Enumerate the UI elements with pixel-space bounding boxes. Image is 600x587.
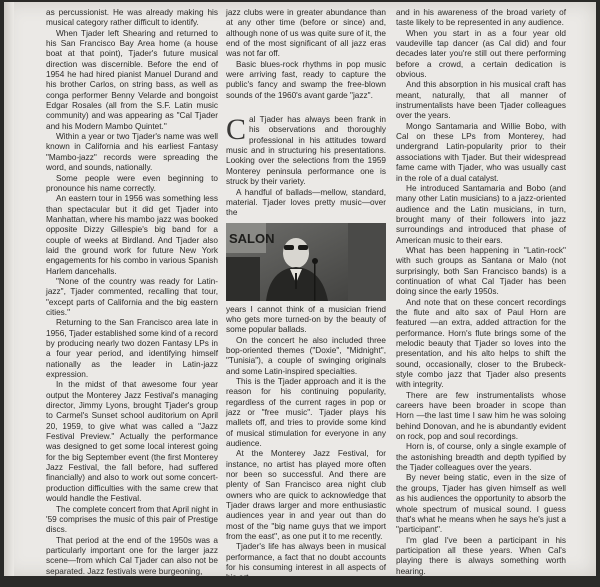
club-sign-text: SALON	[229, 230, 275, 246]
paragraph: "None of the country was ready for Latin-jazz", Tjader commented, recalling that tour, "except parts of California and the big eastern cities."	[46, 276, 218, 317]
paragraph: This is the Tjader approach and it is the reason for his continuing popularity, regardless of the current rages in pop or jazz or "free music". Tjader plays his mallets off, and tries to provide some kind of musical stimulation for everyone in any audience.	[226, 376, 386, 448]
paragraph: Basic blues-rock rhythms in pop music were arriving fast, ready to capture the public's fancy and swamp the free-blown sounds of the 1960's avant garde "jazz".	[226, 59, 386, 100]
paragraph: And this absorption in his musical craft has meant, naturally, that all manner of instrumentalists have been Tjader colleagues over the years.	[396, 80, 566, 121]
paragraph: Returning to the San Francisco area late in 1956, Tjader established some kind of a record by producing nearly two dozen Fantasy LPs in a four year period, and identifying himself nationally as the leader in Latin-jazz expression.	[46, 318, 218, 380]
paragraph: What has been happening in "Latin-rock" with such groups as Santana or Malo (not surprisingly, both San Francisco bands) is a continuation of what Cal Tjader has been doing since the early 1950s.	[396, 245, 566, 297]
paragraph: jazz clubs were in greater abundance than at any other time (before or since) and, although none of us was quite sure of it, the end of the most significant of all jazz eras was not far off.	[226, 8, 386, 59]
paragraph: The complete concert from that April night in '59 comprises the music of this pair of Prestige discs.	[46, 504, 218, 535]
paragraph: By never being static, even in the size of the groups, Tjader has given himself as well as his audiences the opportunity to absorb the whole spectrum of musical sound. I guess that's what he means when he says he's just a "participant".	[396, 473, 566, 535]
paragraph: Within a year or two Tjader's name was well known in California and his earliest Fantasy "Mambo-jazz" records were spreading the word, and sounds, nationally.	[46, 132, 218, 173]
paragraph: That period at the end of the 1950s was a particularly important one for the larger jazz scene—from which Cal Tjader can also not be separated. Jazz festivals were burgeoning,	[46, 535, 218, 576]
paragraph: When you start in as a four year old vaudeville tap dancer (as Cal did) and four decades later you're still out there performing before a crowd, a certain dedication is obvious.	[396, 28, 566, 80]
paragraph: At the Monterey Jazz Festival, for instance, no artist has played more often nor been so successful. And there are plenty of San Francisco area night club owners who are quick to acknowledge that Tjader draws larger and more enthusiastic audiences year in and year out than do most of the "big name guys that we import from the east", as one put it to me recently.	[226, 449, 386, 542]
photo-illustration	[226, 223, 386, 301]
paragraph: When Tjader left Shearing and returned to his San Francisco Bay Area home (a house boat at that point), Tjader's future musical direction was discernible. Before the end of 1954 he had hired pianist Manuel Durand and his brother Carlos, on string bass, as well as conga performer Benny Velarde and bongoist Edgar Rosales (all from the S.F. Latin music community) and was appearing as "Cal Tjader and his Modern Mambo Quintet."	[46, 28, 218, 131]
cal-tjader-photo	[226, 223, 386, 301]
page-spine-shadow	[4, 2, 14, 576]
paragraph: I'm glad I've been a participant in his participation all these years. When Cal's playing there is always something worth hearing.	[396, 535, 566, 576]
paragraph: as percussionist. He was already making his musical category rather difficult to identify.	[46, 8, 218, 28]
drop-cap-letter: C	[226, 113, 247, 147]
dropcap-paragraph-text: al Tjader has always been frank in his observations and thoroughly professional in his attitudes toward music and in structuring his presentations. Looking over the selections from the 1959 Monterey peninsula performance one is struck by their variety.	[226, 115, 386, 187]
paragraph: Tjader's life has always been in musical performance, a fact that no doubt accounts for his consuming interest in all aspects of his art—	[226, 542, 386, 583]
paragraph: A handful of ballads—mellow, standard, material. Tjader loves pretty music—over the	[226, 187, 386, 218]
paragraph: On the concert he also included three bop-oriented themes ("Doxie", "Midnight", "Tunisia"), a couple of swinging originals and some Latin-inspired specialties.	[226, 335, 386, 376]
paragraph: In the midst of that awesome four year output the Monterey Jazz Festival's managing director, Jimmy Lyons, brought Tjader's group to Carmel's Sunset school auditorium on April 20, 1959, to give what was called a "Jazz Festival Preview." Actually the performance was designed to get some local interest going for the big September event (the first Monterey Jazz Festival, the fall before, had suffered financially) and also to work out some concert-production difficulties with the same crew that would handle the Festival.	[46, 380, 218, 504]
text-column-2	[226, 8, 386, 584]
paragraph: Horn is, of course, only a single example of the astonishing breadth and depth typified by the Tjader colleagues over the years.	[396, 442, 566, 473]
paragraph: He introduced Santamaria and Bobo (and many other Latin musicians) to a jazz-oriented audience and the Latin musicians, in turn, brought many of their followers into jazz surroundings and introduced that phase of American music to their ears.	[396, 183, 566, 245]
paragraph: And note that on these concert recordings the flute and alto sax of Paul Horn are featured —an extra, added attraction for the performance. Horn's flute brings some of the melodic beauty that Tjader so loves into the presentation, and his alto helps to shift the sound, occasionally, closer to the Brubeck-style combo jazz that Tjader also presents with integrity.	[396, 297, 566, 390]
paragraph: There are few instrumentalists whose careers have been broader in scope than Horn —the last time I saw him he was soloing behind Donovan, and he is abundantly evident on rock, pop and soul recordings.	[396, 390, 566, 442]
paragraph: years I cannot think of a musician friend who gets more turned-on by the beauty of some popular ballads.	[226, 304, 386, 335]
paragraph: Some people were even beginning to pronounce his name correctly.	[46, 173, 218, 193]
paragraph: An eastern tour in 1956 was something less than spectacular but it did get Tjader into Manhattan, where his mambo jazz was booked opposite Dizzy Gillespie's big band for a couple of weeks at Birdland. And Tjader also laid the ground work for future New York engagements for his combo in various Spanish Harlem dancehalls.	[46, 194, 218, 276]
dropcap-paragraph	[226, 115, 386, 187]
paragraph: Mongo Santamaria and Willie Bobo, with Cal on these LPs from Monterey, had undergrand Latin-popularity prior to their associations with Tjader. But their widespread fame came with Tjader, who was usually cast in the role of a dual catalyst.	[396, 121, 566, 183]
paragraph: and in his awareness of the broad variety of taste likely to be represented in any audience.	[396, 8, 566, 28]
liner-notes-page	[4, 2, 596, 586]
text-column-3	[396, 8, 566, 587]
text-column-1	[46, 8, 218, 577]
author-signature: —Philip Elwood, S.F. Examiner	[452, 576, 566, 586]
